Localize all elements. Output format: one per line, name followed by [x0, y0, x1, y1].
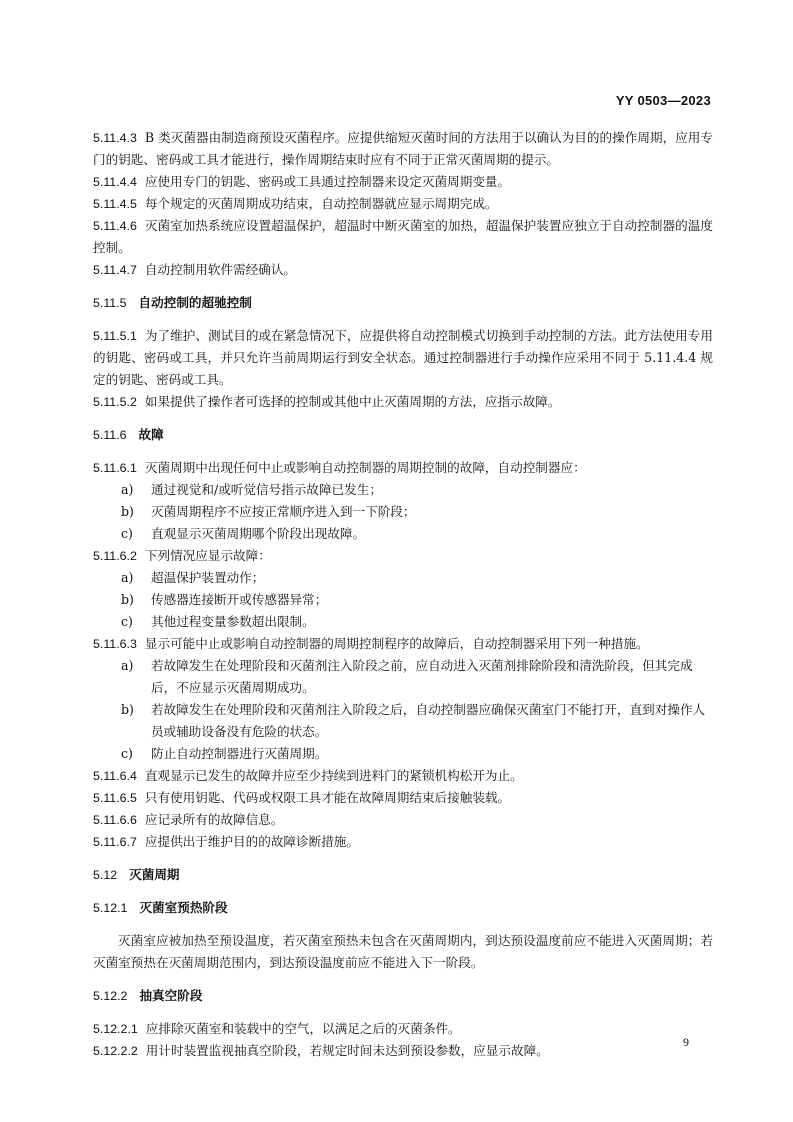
- list-item: b) 传感器连接断开或传感器异常；: [121, 592, 328, 607]
- clause-5-12-2-2: 5.12.2.2 用计时装置监视抽真空阶段，若规定时间未达到预设参数，应显示故障。: [93, 1043, 549, 1058]
- clause-5-11-6-7: 5.11.6.7 应提供出于维护目的的故障诊断措施。: [93, 834, 359, 849]
- list-item: c) 其他过程变量参数超出限制。: [121, 614, 315, 629]
- page-content: [93, 127, 713, 1062]
- clause-5-11-4-5: 5.11.4.5 每个规定的灭菌周期成功结束，自动控制器就应显示周期完成。: [93, 196, 498, 211]
- list-item: c) 直观显示灭菌周期哪个阶段出现故障。: [121, 526, 366, 541]
- list-item: b) 若故障发生在处理阶段和灭菌剂注入阶段之后，自动控制器应确保灭菌室门不能打开，直到对操作人员或辅助设备没有危险的状态。: [121, 702, 706, 739]
- clause-5-11-4-7: 5.11.4.7 自动控制用软件需经确认。: [93, 262, 296, 277]
- list-item: b) 灭菌周期程序不应按正常顺序进入到一下阶段；: [121, 504, 416, 519]
- clause-5-11-6-5: 5.11.6.5 只有使用钥匙、代码或权限工具才能在故障周期结束后接触装载。: [93, 790, 511, 805]
- clause-5-12-2-1: 5.12.2.1 应排除灭菌室和装载中的空气，以满足之后的灭菌条件。: [93, 1021, 461, 1036]
- clause-5-11-4-4: 5.11.4.4 应使用专门的钥匙、密码或工具通过控制器来设定灭菌周期变量。: [93, 174, 511, 189]
- list-item: a) 若故障发生在处理阶段和灭菌剂注入阶段之前，应自动进入灭菌剂排除阶段和清洗阶段，但其完成后，不应显示灭菌周期成功。: [121, 658, 693, 695]
- clause-5-11-4-6: 5.11.4.6 灭菌室加热系统应设置超温保护，超温时中断灭菌室的加热，超温保护装置应独立于自动控制器的温度控制。: [93, 218, 713, 255]
- standard-number: YY 0503—2023: [615, 93, 711, 108]
- list-item: c) 防止自动控制器进行灭菌周期。: [121, 746, 328, 761]
- heading-5-12-1: 5.12.1 灭菌室预热阶段: [93, 900, 228, 915]
- paragraph-5-12-1: 灭菌室应被加热至预设温度，若灭菌室预热未包含在灭菌周期内，到达预设温度前应不能进入灭菌周期；若灭菌室预热在灭菌周期范围内，到达预设温度前应不能进入下一阶段。: [93, 933, 713, 970]
- clause-5-11-6-4: 5.11.6.4 直观显示已发生的故障并应至少持续到进料门的紧锁机构松开为止。: [93, 768, 523, 783]
- clause-5-11-6-3: 5.11.6.3 显示可能中止或影响自动控制器的周期控制程序的故障后，自动控制器采用下列一种措施。: [93, 636, 649, 651]
- clause-5-11-6-1: 5.11.6.1 灭菌周期中出现任何中止或影响自动控制器的周期控制的故障，自动控制器应：: [93, 460, 586, 475]
- list-item: a) 通过视觉和/或听觉信号指示故障已发生；: [121, 482, 382, 497]
- clause-5-11-5-1: 5.11.5.1 为了维护、测试目的或在紧急情况下，应提供将自动控制模式切换到手动控制的方法。此方法使用专用的钥匙、密码或工具，并只允许当前周期运行到安全状态。通过控制器进行手动操作应采用不同于 5.11.4.4 规定的钥匙、密码或工具。: [93, 328, 713, 387]
- list-item: a) 超温保护装置动作；: [121, 570, 265, 585]
- page-number: 9: [683, 1035, 689, 1049]
- clause-5-11-6-2: 5.11.6.2 下列情况应显示故障：: [93, 548, 271, 563]
- heading-5-11-5: 5.11.5 自动控制的超驰控制: [93, 295, 252, 310]
- clause-5-11-4-3: 5.11.4.3 B 类灭菌器由制造商预设灭菌程序。应提供缩短灭菌时间的方法用于以确认为目的的操作周期，应用专门的钥匙、密码或工具才能进行，操作周期结束时应有不同于正常灭菌周期的提示。: [93, 130, 713, 167]
- clause-5-11-5-2: 5.11.5.2 如果提供了操作者可选择的控制或其他中止灭菌周期的方法，应指示故障。: [93, 394, 561, 409]
- heading-5-11-6: 5.11.6 故障: [93, 427, 164, 442]
- heading-5-12: 5.12 灭菌周期: [93, 867, 180, 882]
- clause-5-11-6-6: 5.11.6.6 应记录所有的故障信息。: [93, 812, 284, 827]
- heading-5-12-2: 5.12.2 抽真空阶段: [93, 988, 203, 1003]
